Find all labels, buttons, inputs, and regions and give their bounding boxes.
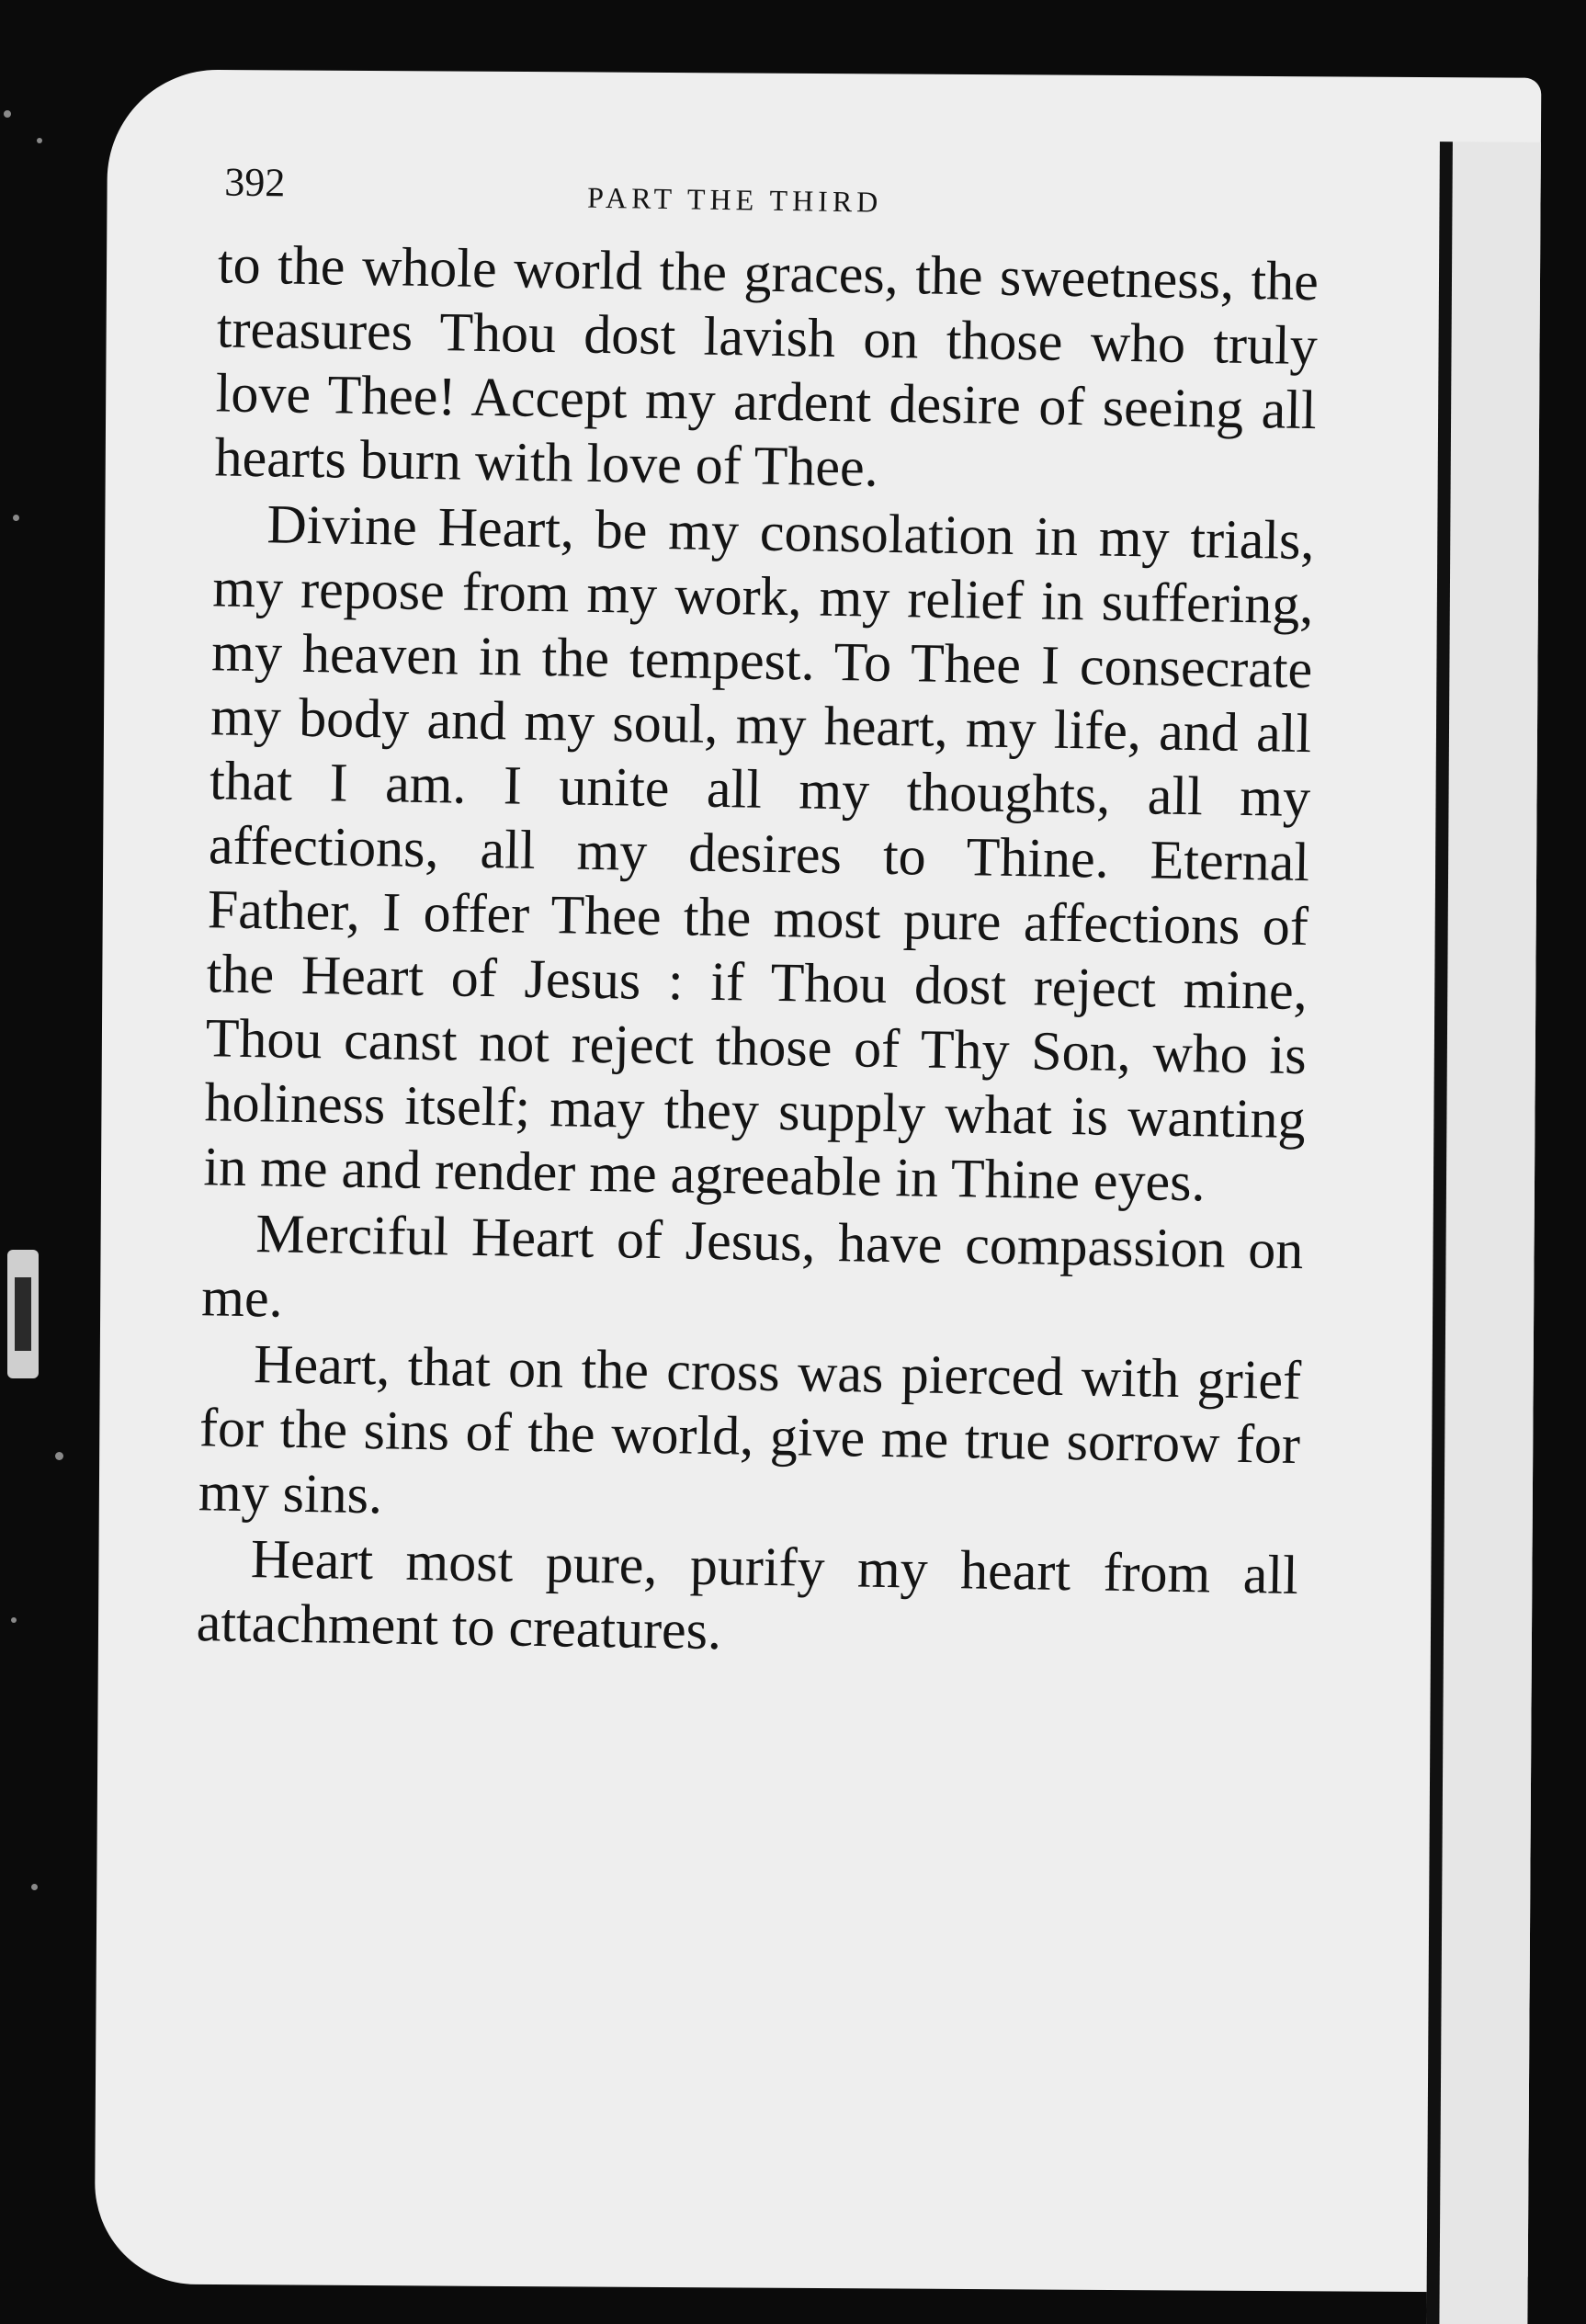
film-speck	[11, 1617, 17, 1623]
paragraph-continued: to the whole world the graces, the sweetness, the treasures Thou dost lavish on those who truly love Thee! Accept my ardent desire of seeing all hearts burn with love of Thee.	[214, 233, 1320, 498]
film-speck	[55, 1452, 63, 1460]
film-speck	[4, 110, 11, 118]
facing-page-edge	[1426, 142, 1541, 2324]
film-speck	[31, 1884, 38, 1890]
paragraph-divine-heart: Divine Heart, be my consolation in my trials, my repose from my work, my relief in suffering, my heaven in the tempest. To Thee I consecrate my body and my soul, my heart, my life, and all that I am. I unite all my thoughts, all my affections, all my desires to Thine. Eternal Father, I offer Thee the most pure affections of the Heart of Jesus : if Thou dost reject mine, Thou canst not reject those of Thy Son, who is holiness itself; may they supply what is wanting in me and render me agreeable in Thine eyes.	[203, 493, 1315, 1213]
running-title: PART THE THIRD	[586, 180, 883, 219]
film-speck	[13, 515, 19, 521]
film-speck	[37, 138, 42, 143]
paragraph-pure-heart: Heart most pure, purify my heart from all attachment to creatures.	[196, 1528, 1299, 1661]
page-number: 392	[224, 159, 286, 206]
paragraph-merciful-heart: Merciful Heart of Jesus, have compassion on me.	[200, 1203, 1304, 1329]
binding-tab-mark	[7, 1250, 39, 1378]
page-text-block	[174, 147, 1328, 1672]
paragraph-pierced-heart: Heart, that on the cross was pierced with grief for the sins of the world, give me true sorrow for my sins.	[198, 1333, 1302, 1525]
